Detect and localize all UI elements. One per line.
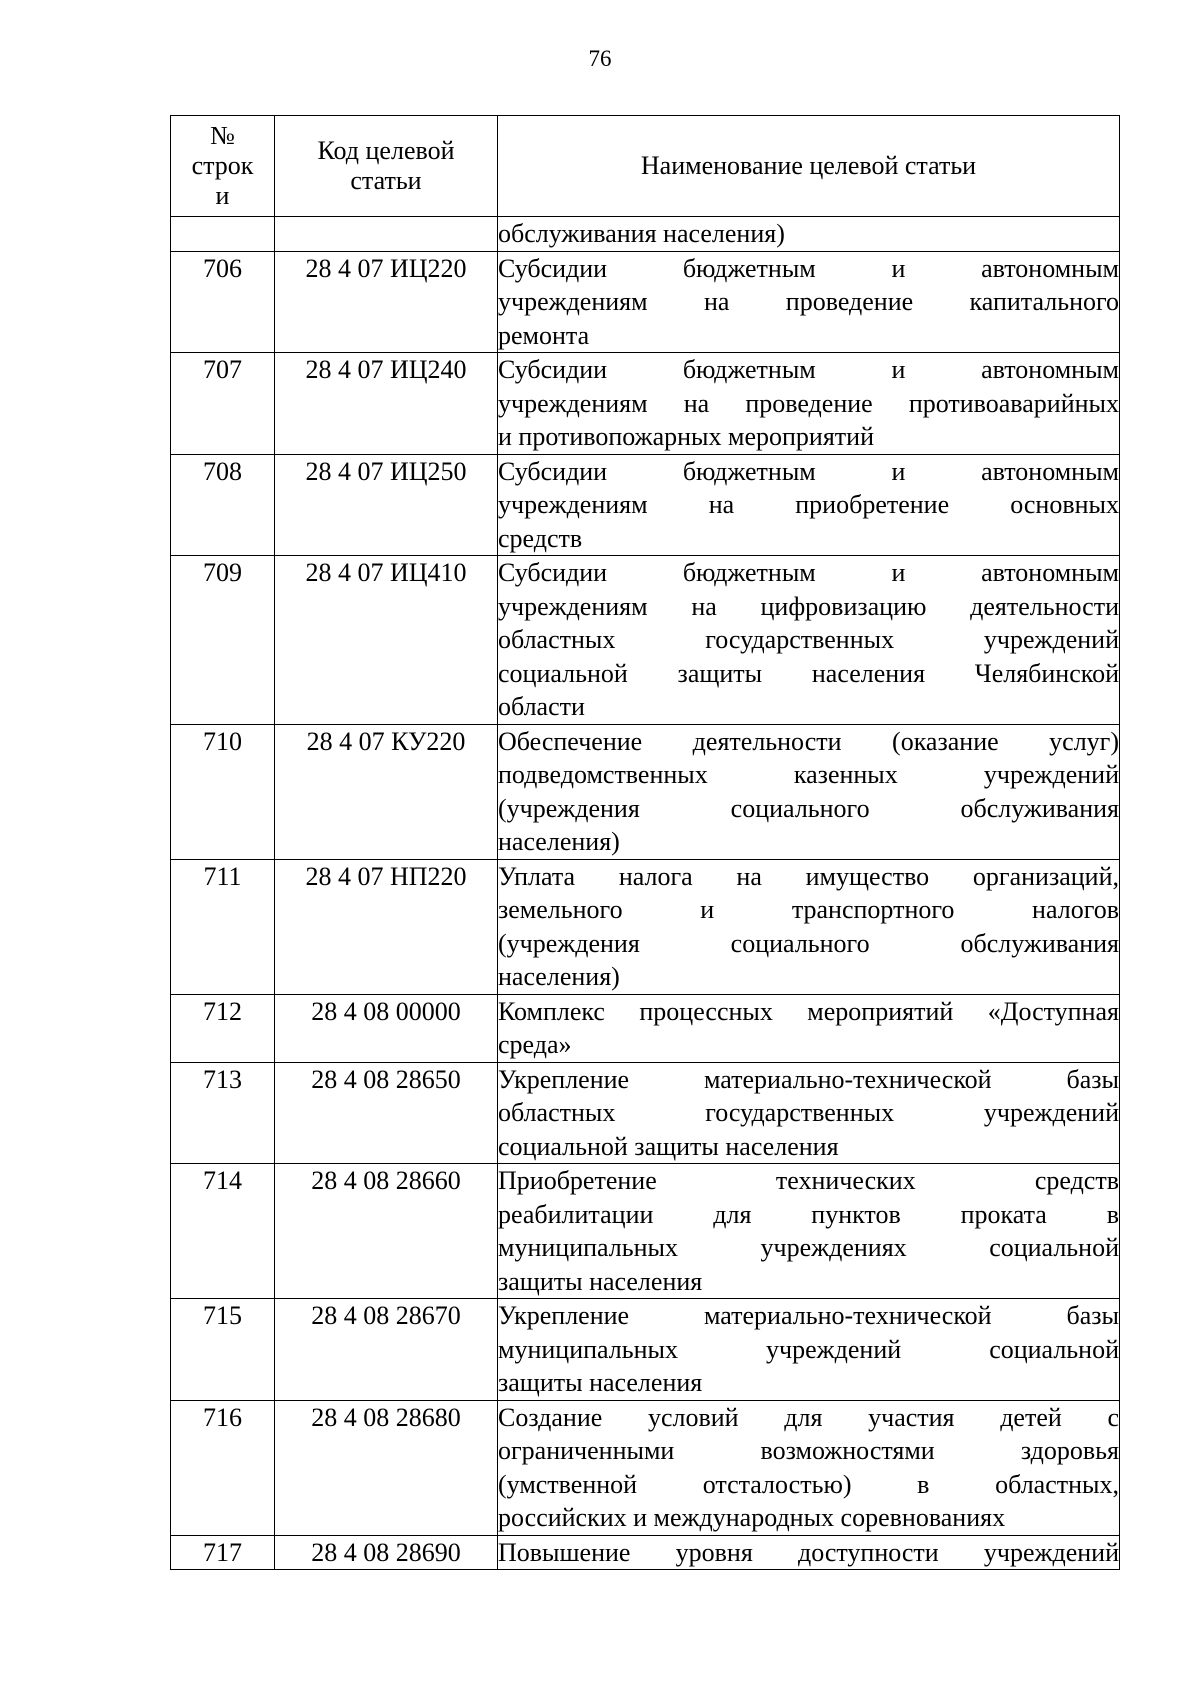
name-cell (498, 1400, 1120, 1535)
name-cell (498, 994, 1120, 1062)
name-line: Субсидии бюджетным и автономным (498, 558, 1119, 587)
table-row (171, 994, 1120, 1062)
code-cell: 28 4 08 00000 (275, 994, 498, 1062)
header-row-number-line: № (210, 121, 235, 150)
name-line: Субсидии бюджетным и автономным (498, 355, 1119, 384)
table-row (171, 556, 1120, 725)
code-cell: 28 4 07 КУ220 (275, 724, 498, 859)
name-line: защиты населения (498, 1266, 703, 1296)
header-row-number (171, 116, 275, 217)
name-cell (498, 217, 1120, 252)
name-line: подведомственных казенных учреждений (498, 760, 1119, 789)
table-body (171, 217, 1120, 1570)
code-cell (275, 217, 498, 252)
table-row (171, 1062, 1120, 1164)
table-header-row (171, 116, 1120, 217)
name-cell (498, 859, 1120, 994)
name-line: Комплекс процессных мероприятий «Доступная (498, 996, 1119, 1026)
row-number-cell: 715 (171, 1299, 275, 1401)
name-line: учреждениям на приобретение основных (498, 490, 1119, 519)
name-line: Укрепление материально-технической базы (498, 1301, 1119, 1330)
header-code-line: Код целевой (317, 136, 455, 165)
name-line: областных государственных учреждений (498, 1098, 1119, 1127)
header-code-line: статьи (350, 166, 422, 195)
name-cell (498, 724, 1120, 859)
name-line: учреждениям на цифровизацию деятельности (498, 591, 1119, 621)
name-line: Уплата налога на имущество организаций, (498, 861, 1119, 891)
name-line: муниципальных учреждениях социальной (498, 1233, 1119, 1262)
row-number-cell (171, 217, 275, 252)
name-line: (умственной отсталостью) в областных, (498, 1469, 1119, 1499)
name-line: Повышение уровня доступности учреждений (498, 1537, 1119, 1567)
name-line: учреждениям на проведение капитального (498, 287, 1119, 316)
table-row (171, 1164, 1120, 1299)
name-cell (498, 556, 1120, 725)
table-row (171, 217, 1120, 252)
name-cell (498, 251, 1120, 353)
name-cell (498, 1062, 1120, 1164)
name-line: среда» (498, 1030, 572, 1059)
table-row (171, 724, 1120, 859)
row-number-cell: 713 (171, 1062, 275, 1164)
name-line: (учреждения социального обслуживания (498, 928, 1119, 958)
name-line: Субсидии бюджетным и автономным (498, 456, 1119, 486)
name-cell (498, 1299, 1120, 1401)
name-line: Приобретение технических средств (498, 1166, 1119, 1195)
code-cell: 28 4 08 28660 (275, 1164, 498, 1299)
name-line: ограниченными возможностями здоровья (498, 1436, 1119, 1465)
name-line: области (498, 692, 585, 721)
row-number-cell: 712 (171, 994, 275, 1062)
name-line: социальной защиты населения Челябинской (498, 658, 1119, 688)
name-line: Создание условий для участия детей с (498, 1402, 1119, 1432)
table-row (171, 1299, 1120, 1401)
name-line: ремонта (498, 320, 590, 350)
code-cell: 28 4 07 ИЦ250 (275, 454, 498, 556)
row-number-cell: 710 (171, 724, 275, 859)
name-line: Субсидии бюджетным и автономным (498, 253, 1119, 283)
name-line: Укрепление материально-технической базы (498, 1064, 1119, 1094)
code-cell: 28 4 08 28650 (275, 1062, 498, 1164)
name-line: населения) (498, 962, 620, 991)
code-cell: 28 4 07 ИЦ410 (275, 556, 498, 725)
table-row (171, 1535, 1120, 1570)
header-name: Наименование целевой статьи (498, 116, 1120, 217)
header-code (275, 116, 498, 217)
name-line: защиты населения (498, 1368, 703, 1397)
page-number: 76 (588, 46, 612, 71)
table-row (171, 353, 1120, 455)
row-number-cell: 707 (171, 353, 275, 455)
row-number-cell: 706 (171, 251, 275, 353)
code-cell: 28 4 07 ИЦ240 (275, 353, 498, 455)
row-number-cell: 711 (171, 859, 275, 994)
row-number-cell: 716 (171, 1400, 275, 1535)
name-line: Обеспечение деятельности (оказание услуг) (498, 726, 1119, 756)
name-cell (498, 454, 1120, 556)
name-line: обслуживания населения) (498, 219, 785, 248)
table-row (171, 251, 1120, 353)
name-line: и противопожарных мероприятий (498, 422, 874, 451)
name-line: (учреждения социального обслуживания (498, 793, 1119, 823)
row-number-cell: 709 (171, 556, 275, 725)
code-cell: 28 4 08 28690 (275, 1535, 498, 1570)
name-line: земельного и транспортного налогов (498, 895, 1119, 924)
name-cell (498, 1164, 1120, 1299)
name-cell (498, 353, 1120, 455)
row-number-cell: 714 (171, 1164, 275, 1299)
table-row (171, 859, 1120, 994)
row-number-cell: 708 (171, 454, 275, 556)
name-line: муниципальных учреждений социальной (498, 1334, 1119, 1364)
name-line: реабилитации для пунктов проката в (498, 1199, 1119, 1229)
code-cell: 28 4 07 НП220 (275, 859, 498, 994)
table-row (171, 1400, 1120, 1535)
code-cell: 28 4 07 ИЦ220 (275, 251, 498, 353)
name-line: населения) (498, 827, 620, 856)
name-line: социальной защиты населения (498, 1131, 839, 1161)
header-row-number-line: и (215, 181, 230, 210)
header-row-number-line: строк (191, 151, 254, 180)
name-line: средств (498, 523, 583, 553)
name-line: учреждениям на проведение противоаварийных (498, 388, 1119, 418)
table-row (171, 454, 1120, 556)
code-cell: 28 4 08 28680 (275, 1400, 498, 1535)
name-line: областных государственных учреждений (498, 625, 1119, 654)
row-number-cell: 717 (171, 1535, 275, 1570)
target-articles-table (170, 115, 1120, 1570)
name-line: российских и международных соревнованиях (498, 1503, 1006, 1532)
code-cell: 28 4 08 28670 (275, 1299, 498, 1401)
name-cell (498, 1535, 1120, 1570)
